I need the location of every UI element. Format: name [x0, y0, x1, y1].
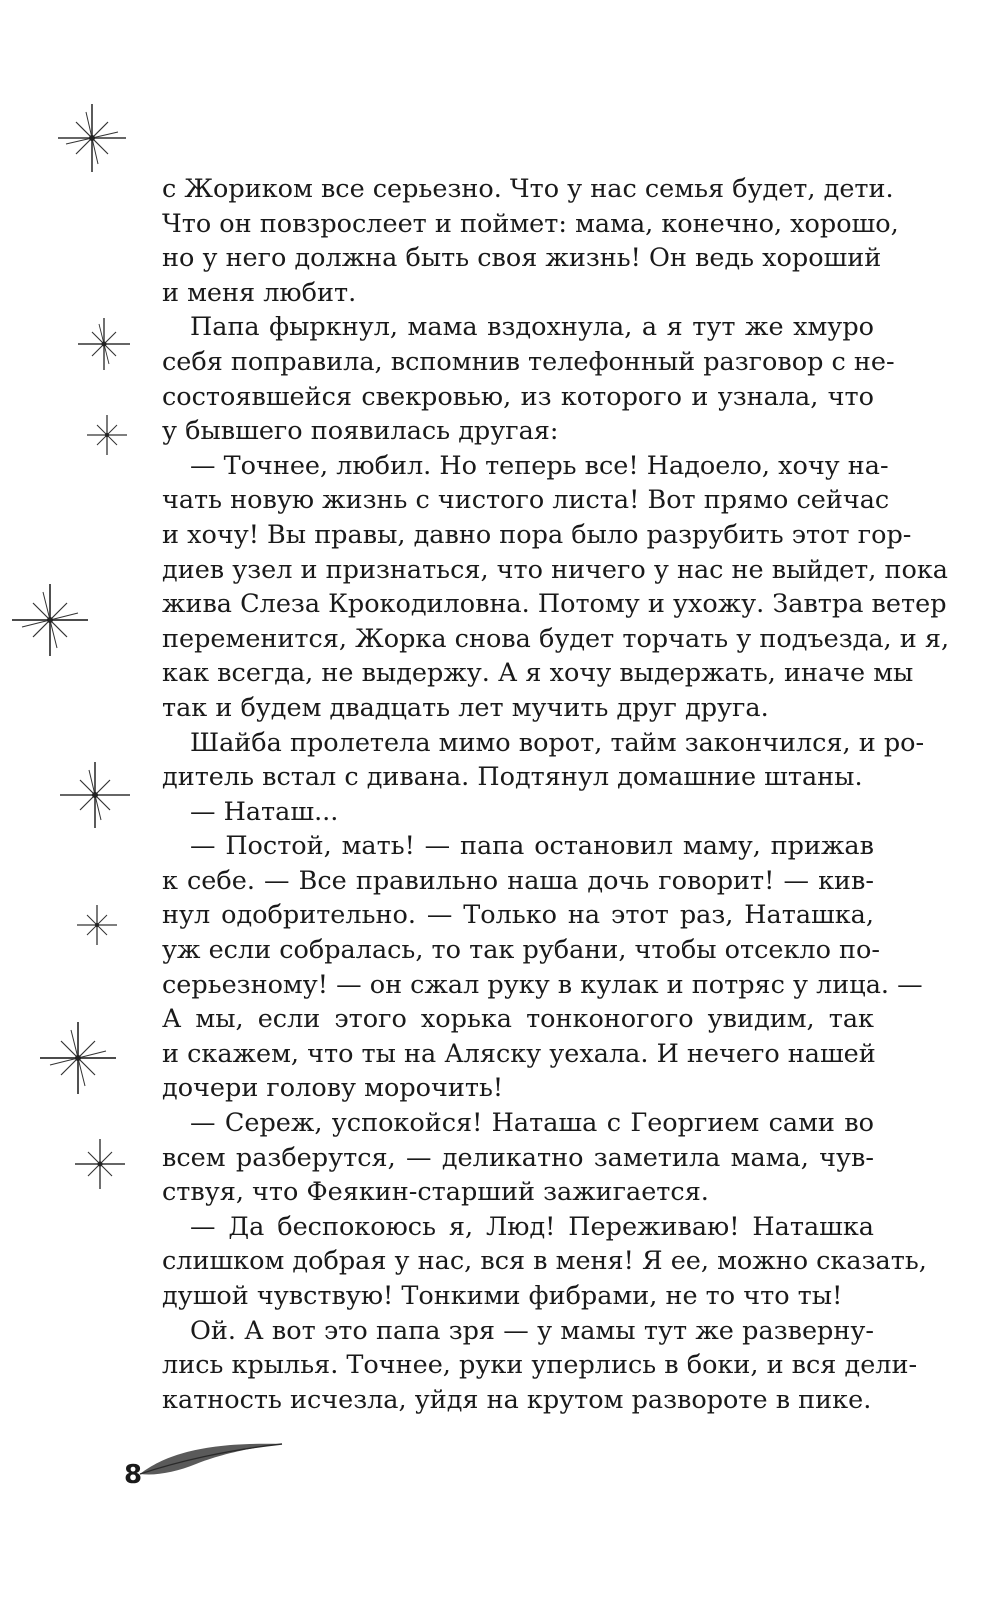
text-line: дочери голову морочить!: [162, 1073, 504, 1104]
text-line: и хочу! Вы правы, давно пора было разрубить этот гор-: [162, 519, 912, 550]
text-line: и скажем, что ты на Аляску уехала. И нечего нашей: [162, 1038, 876, 1069]
text-line: у бывшего появилась другая:: [162, 416, 559, 447]
text-line: нул одобрительно. — Только на этот раз, Наташка,: [162, 900, 874, 931]
text-line: душой чувствую! Тонкими фибрами, не то что ты!: [162, 1281, 843, 1311]
text-line: к себе. — Все правильно наша дочь говорит! — кив-: [162, 865, 874, 896]
text-line: катность исчезла, уйдя на крутом развороте в пике.: [162, 1384, 872, 1415]
sparkle-star-icon: [8, 578, 92, 662]
text-line: с Жориком все серьезно. Что у нас семья будет, дети.: [162, 174, 894, 204]
text-line: Папа фыркнул, мама вздохнула, а я тут же хмуро: [190, 312, 874, 343]
text-line: всем разберутся, — деликатно заметила мама, чув-: [162, 1142, 874, 1173]
text-line: — Постой, мать! — папа остановил маму, прижав: [190, 831, 874, 862]
text-line: переменится, Жорка снова будет торчать у подъезда, и я,: [162, 623, 950, 654]
page-text: [162, 172, 950, 1417]
text-line: лись крылья. Точнее, руки уперлись в боки, и вся дели-: [162, 1350, 918, 1381]
text-line: состоявшейся свекровью, из которого и узнала, что: [162, 381, 874, 412]
text-line: уж если собралась, то так рубани, чтобы отсекло по-: [162, 935, 880, 966]
text-line: Ой. А вот это папа зря — у мамы тут же разверну-: [190, 1315, 874, 1346]
leaf-icon: [136, 1434, 286, 1480]
text-line: слишком добрая у нас, вся в меня! Я ее, можно сказать,: [162, 1246, 927, 1277]
text-line: дитель встал с дивана. Подтянул домашние штаны.: [162, 762, 863, 793]
text-line: но у него должна быть своя жизнь! Он ведь хороший: [162, 243, 882, 274]
text-line: Шайба пролетела мимо ворот, тайм закончился, и ро-: [190, 727, 925, 758]
text-line: Что он повзрослеет и поймет: мама, конечно, хорошо,: [162, 208, 899, 239]
sparkle-star-icon: [70, 1134, 130, 1194]
sparkle-star-icon: [52, 98, 132, 178]
text-line: так и будем двадцать лет мучить друг друга.: [162, 692, 769, 723]
text-line: — Да беспокоюсь я, Люд! Переживаю! Наташка: [190, 1211, 874, 1242]
sparkle-star-icon: [72, 900, 122, 950]
text-line: жива Слеза Крокодиловна. Потому и ухожу. Завтра ветер: [162, 589, 947, 620]
sparkle-star-icon: [56, 756, 134, 834]
text-line: — Точнее, любил. Но теперь все! Надоело, хочу на-: [190, 450, 889, 481]
text-line: — Сереж, успокойся! Наташа с Георгием сами во: [190, 1108, 874, 1139]
text-line: чать новую жизнь с чистого листа! Вот прямо сейчас: [162, 485, 890, 516]
text-line: А мы, если этого хорька тонконогого увидим, так: [162, 1004, 874, 1035]
text-line: как всегда, не выдержу. А я хочу выдержать, иначе мы: [162, 658, 914, 689]
page-number: 8: [124, 1460, 143, 1490]
text-line: диев узел и признаться, что ничего у нас не выйдет, пока: [162, 554, 948, 585]
sparkle-star-icon: [82, 410, 132, 460]
sparkle-star-icon: [36, 1016, 120, 1100]
sparkle-star-icon: [72, 312, 136, 376]
text-line: ствуя, что Феякин-старший зажигается.: [162, 1177, 709, 1208]
text-line: себя поправила, вспомнив телефонный разговор с не-: [162, 346, 895, 377]
text-line: серьезному! — он сжал руку в кулак и потряс у лица. —: [162, 969, 923, 1000]
text-line: и меня любит.: [162, 277, 357, 308]
text-line: — Наташ...: [190, 796, 339, 827]
